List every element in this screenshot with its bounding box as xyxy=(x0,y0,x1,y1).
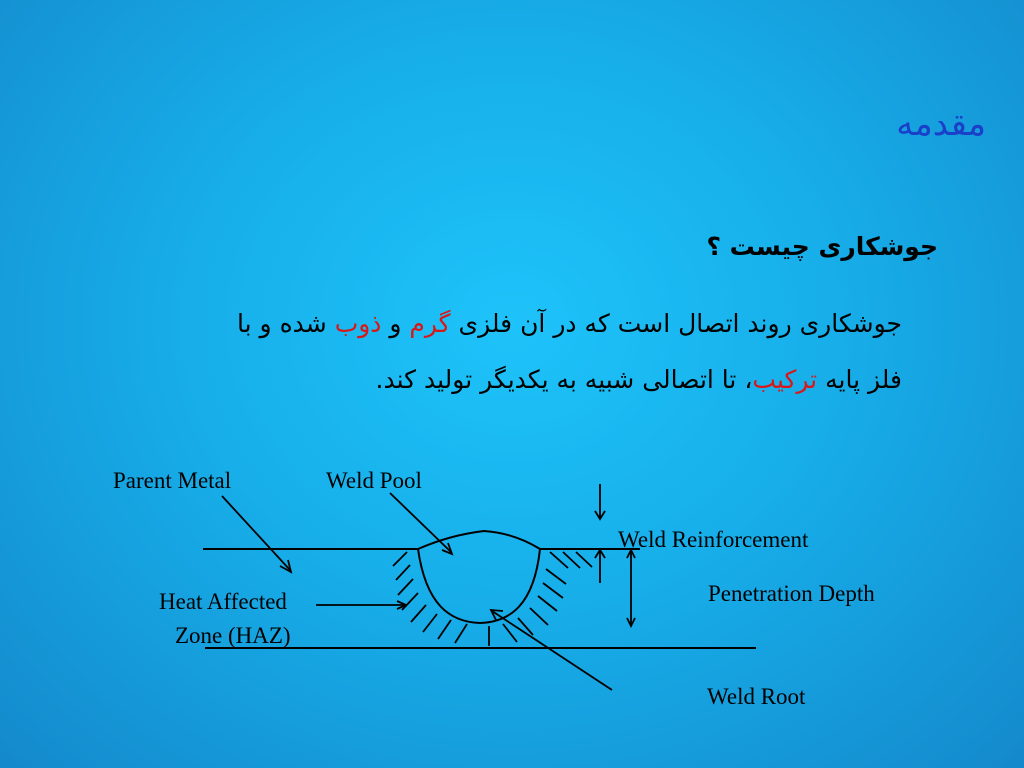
label-parent-metal: Parent Metal xyxy=(113,468,232,493)
label-weld-reinforcement: Weld Reinforcement xyxy=(618,527,809,552)
weld-root-leader xyxy=(492,611,612,690)
highlight-hot: گرم xyxy=(409,309,451,338)
highlight-molten: ذوب xyxy=(334,309,382,338)
label-weld-root: Weld Root xyxy=(707,684,806,709)
definition-text: فلز پایه xyxy=(817,365,902,394)
definition-text: جوشکاری روند اتصال است که در آن فلزی xyxy=(450,309,902,338)
weld-bead-outline xyxy=(418,531,540,623)
definition-text: شده و با xyxy=(237,309,335,338)
label-haz-line2: Zone (HAZ) xyxy=(175,623,291,648)
label-penetration-depth: Penetration Depth xyxy=(708,581,875,606)
definition-text: ، تا اتصالی شبیه به یکدیگر تولید کند. xyxy=(375,365,753,394)
weld-pool-leader xyxy=(390,493,451,552)
question-heading: جوشکاری چیست ؟ xyxy=(706,232,938,261)
haz-hatching xyxy=(393,552,592,646)
highlight-combine: ترکیب xyxy=(752,365,818,394)
definition-text: و xyxy=(381,309,410,338)
label-haz-line1: Heat Affected xyxy=(159,589,287,614)
slide-title: مقدمه xyxy=(896,104,986,144)
parent-metal-leader xyxy=(222,496,290,570)
label-weld-pool: Weld Pool xyxy=(326,468,422,493)
